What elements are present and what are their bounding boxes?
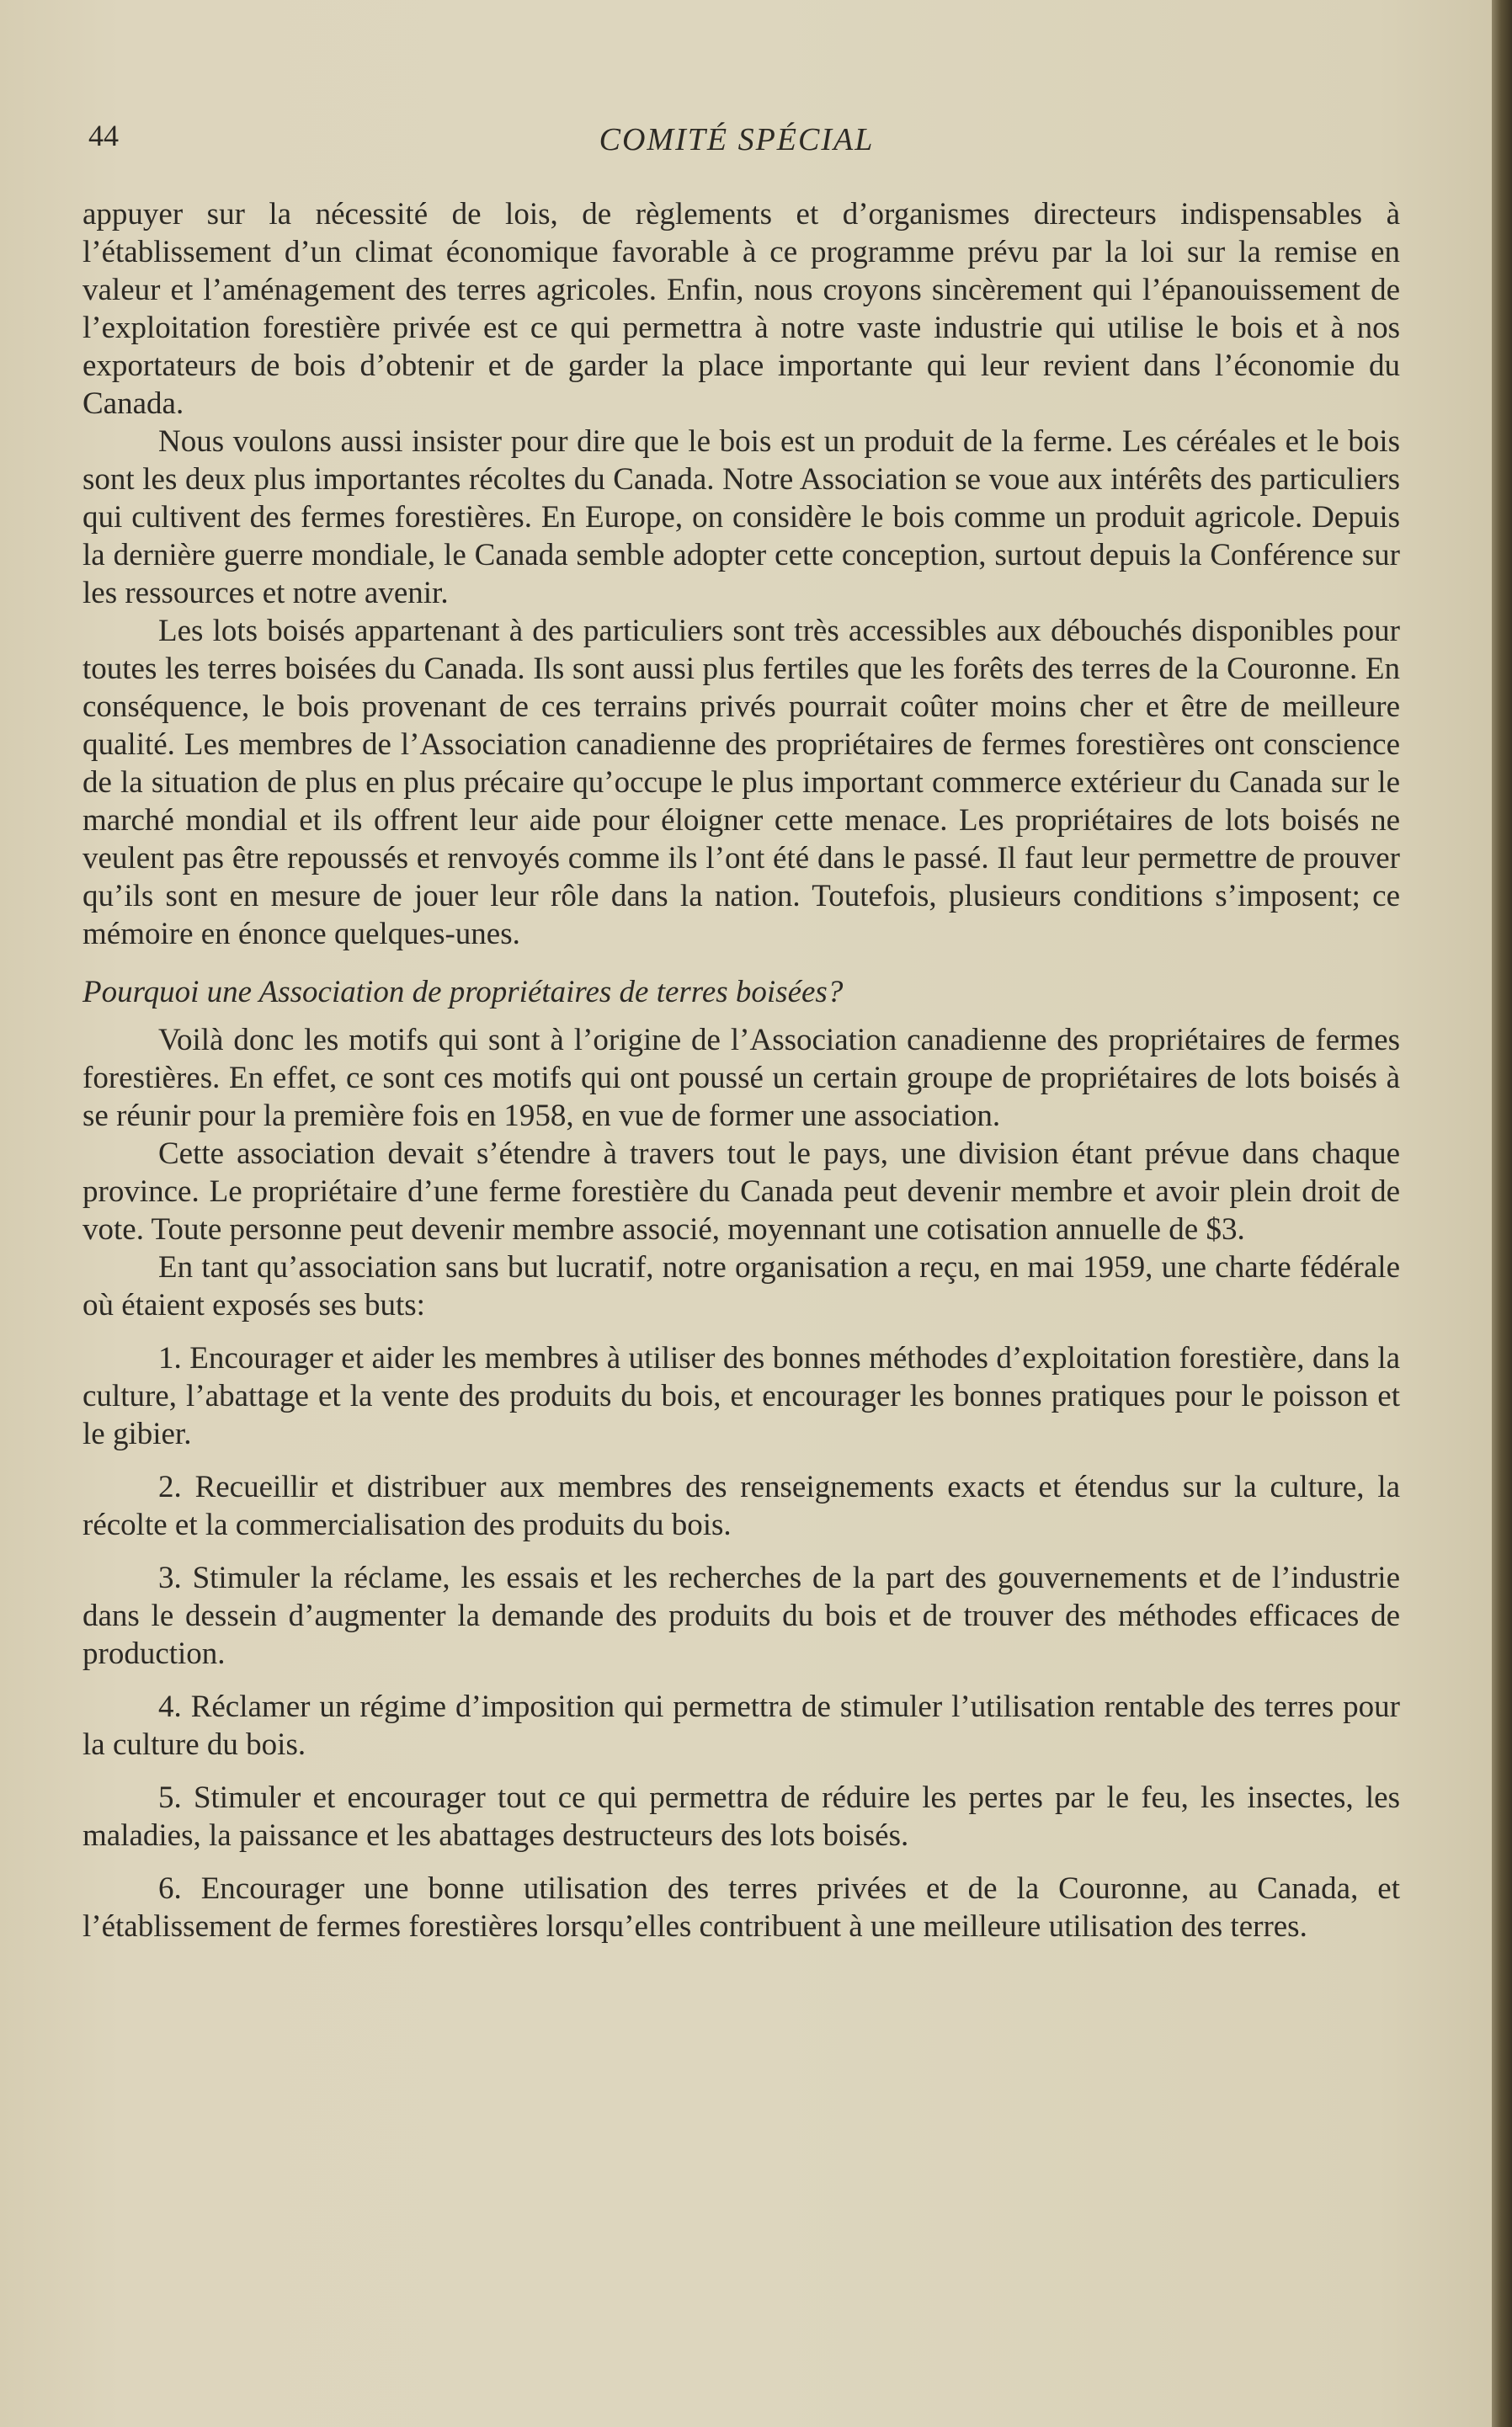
body-text — [83, 195, 1400, 1945]
paragraph: Cette association devait s’étendre à travers tout le pays, une division étant prévue dans chaque province. Le propriétaire d’une ferme forestière du Canada peut devenir membre et avoir plein droit de vote. Toute personne peut devenir membre associé, moyennant une cotisation annuelle de $3. — [83, 1136, 1400, 1247]
page-edge — [1492, 0, 1512, 2427]
paragraph: Voilà donc les motifs qui sont à l’origine de l’Association canadienne des propriétaires de fermes forestières. En effet, ce sont ces motifs qui ont poussé un certain groupe de propriétaires de lots boisés à se réunir pour la première fois en 1958, en vue de former une association. — [83, 1023, 1400, 1133]
objective-item: 6. Encourager une bonne utilisation des terres privées et de la Couronne, au Canada, et l’établissement de fermes forestières lorsqu’elles contribuent à une meilleure utilisation des terres. — [83, 1871, 1400, 1944]
page-header — [88, 118, 1385, 168]
paragraph: Nous voulons aussi insister pour dire que le bois est un produit de la ferme. Les céréales et le bois sont les deux plus importantes récoltes du Canada. Notre Association se voue aux intérêts des particuliers qui cultivent des fermes forestières. En Europe, on considère le bois comme un produit agricole. Depuis la dernière guerre mondiale, le Canada semble adopter cette conception, surtout depuis la Conférence sur les ressources et notre avenir. — [83, 424, 1400, 610]
objective-item: 4. Réclamer un régime d’imposition qui permettra de stimuler l’utilisation rentable des terres pour la culture du bois. — [83, 1690, 1400, 1762]
objective-item: 2. Recueillir et distribuer aux membres des renseignements exacts et étendus sur la culture, la récolte et la commercialisation des produits du bois. — [83, 1470, 1400, 1542]
running-head: COMITÉ SPÉCIAL — [599, 122, 875, 157]
objective-item: 5. Stimuler et encourager tout ce qui permettra de réduire les pertes par le feu, les insectes, les maladies, la paissance et les abattages destructeurs des lots boisés. — [83, 1780, 1400, 1853]
page-number: 44 — [88, 119, 119, 152]
paragraph: appuyer sur la nécessité de lois, de règlements et d’organismes directeurs indispensables à l’établissement d’un climat économique favorable à ce programme prévu par la loi sur la remise en valeur et l’aménagement des terres agricoles. Enfin, nous croyons sincèrement qui l’épanouissement de l’exploitation forestière privée est ce qui permettra à notre vaste industrie qui utilise le bois et à nos exportateurs de bois d’obtenir et de garder la place importante qui leur revient dans l’économie du Canada. — [83, 197, 1400, 421]
section-heading: Pourquoi une Association de propriétaires de terres boisées? — [83, 975, 844, 1009]
paragraph: Les lots boisés appartenant à des particuliers sont très accessibles aux débouchés disponibles pour toutes les terres boisées du Canada. Ils sont aussi plus fertiles que les forêts des terres de la Couronne. En conséquence, le bois provenant de ces terrains privés pourrait coûter moins cher et être de meilleure qualité. Les membres de l’Association canadienne des propriétaires de fermes forestières ont conscience de la situation de plus en plus précaire qu’occupe le plus important commerce extérieur du Canada sur le marché mondial et ils offrent leur aide pour éloigner cette menace. Les propriétaires de lots boisés ne veulent pas être repoussés et renvoyés comme ils l’ont été dans le passé. Il faut leur permettre de prouver qu’ils sont en mesure de jouer leur rôle dans la nation. Toutefois, plusieurs conditions s’imposent; ce mémoire en énonce quelques-unes. — [83, 614, 1400, 951]
objective-item: 1. Encourager et aider les membres à utiliser des bonnes méthodes d’exploitation forestière, dans la culture, l’abattage et la vente des produits du bois, et encourager les bonnes pratiques pour le poisson et le gibier. — [83, 1341, 1400, 1451]
paragraph: En tant qu’association sans but lucratif, notre organisation a reçu, en mai 1959, une charte fédérale où étaient exposés ses buts: — [83, 1250, 1400, 1323]
objective-item: 3. Stimuler la réclame, les essais et les recherches de la part des gouvernements et de l’industrie dans le dessein d’augmenter la demande des produits du bois et de trouver des méthodes efficaces de production. — [83, 1561, 1400, 1671]
